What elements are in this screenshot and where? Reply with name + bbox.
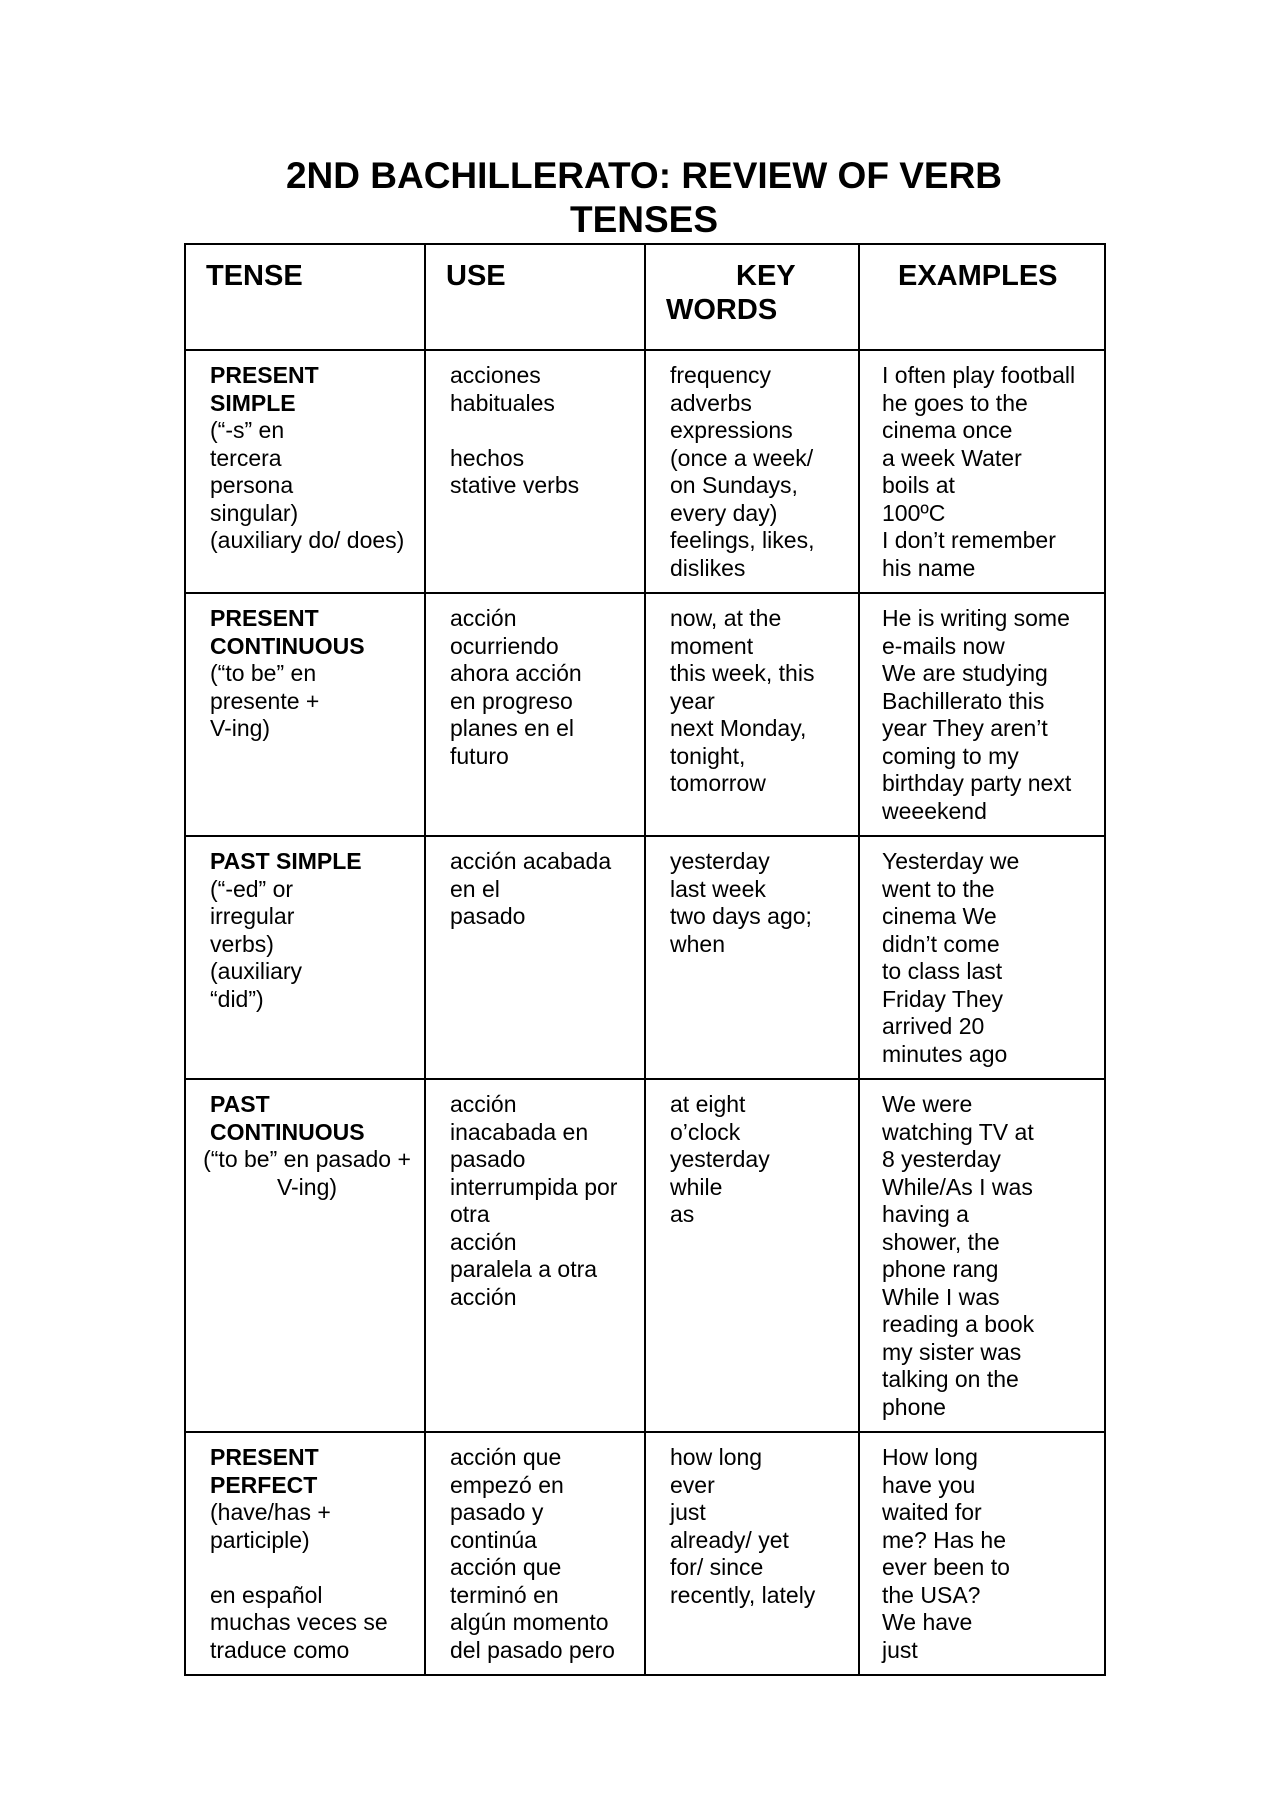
cell-line: my sister was (882, 1338, 1022, 1365)
cell-line: traduce como (210, 1636, 350, 1663)
examples-cell (859, 593, 1105, 836)
header-tense: TENSE (185, 244, 425, 350)
cell-line: now, at the (670, 605, 782, 631)
cell-line: shower, the (882, 1228, 1000, 1255)
cell-line: paralela a otra (450, 1256, 598, 1282)
cell-line: tercera (210, 444, 282, 471)
cell-line: phone rang (882, 1256, 999, 1282)
cell-line: (“to be” en (210, 660, 317, 686)
cell-line: ever (670, 1471, 715, 1498)
cell-line: while (670, 1173, 723, 1200)
page-title (184, 154, 1104, 242)
cell-line: otra (450, 1201, 490, 1227)
cell-line: cinema We (882, 903, 997, 929)
cell-line: yesterday (670, 848, 770, 874)
cell-line: just (670, 1499, 706, 1525)
cell-line: ocurriendo (450, 632, 559, 659)
cell-line: dislikes (670, 554, 746, 581)
cell-line: on Sundays, (670, 472, 798, 498)
cell-line: I don’t remember (882, 527, 1056, 553)
cell-line: PAST SIMPLE (210, 848, 362, 874)
cell-line: How long (882, 1444, 978, 1470)
cell-line: He is writing some (882, 605, 1070, 631)
cell-line: he goes to the (882, 389, 1028, 416)
cell-line: SIMPLE (210, 389, 296, 416)
cell-line: have you (882, 1471, 976, 1498)
cell-line: feelings, likes, (670, 527, 815, 553)
key-words-cell (645, 1432, 859, 1675)
key-words-cell (645, 1079, 859, 1432)
cell-line: for/ since (670, 1554, 764, 1580)
cell-line: every day) (670, 499, 778, 526)
cell-line: inacabada en (450, 1118, 589, 1145)
cell-line: While/As I was (882, 1173, 1033, 1200)
cell-line: next Monday, (670, 715, 807, 741)
cell-line: already/ yet (670, 1526, 789, 1553)
cell-line: PRESENT (210, 605, 319, 631)
cell-line: en progreso (450, 687, 573, 714)
cell-line: Friday They (882, 985, 1004, 1012)
cell-line: as (670, 1201, 695, 1227)
table-header-row (185, 244, 1105, 350)
cell-line: interrumpida por (450, 1173, 618, 1200)
cell-line: V-ing) (276, 1173, 338, 1200)
cell-line: pasado (450, 1146, 526, 1172)
cell-line: (“-ed” or (210, 875, 294, 902)
cell-line: acción acabada (450, 848, 612, 874)
cell-line: waited for (882, 1499, 982, 1525)
cell-line: singular) (210, 499, 299, 526)
cell-line: tomorrow (670, 770, 766, 796)
examples-cell (859, 1432, 1105, 1675)
cell-line: (“to be” en pasado + (203, 1146, 411, 1172)
cell-line: this week, this (670, 660, 815, 686)
page-title-line-2: TENSES (569, 199, 719, 240)
use-cell (425, 1432, 645, 1675)
tense-cell (185, 593, 425, 836)
cell-line: We are studying (882, 660, 1048, 686)
cell-line (210, 1554, 418, 1582)
cell-line: moment (670, 632, 754, 659)
tense-cell (185, 350, 425, 593)
table-row (185, 1079, 1105, 1432)
cell-line: hechos (450, 444, 525, 471)
cell-line: en español (210, 1581, 323, 1608)
cell-line: to class last (882, 958, 1003, 984)
verb-tenses-table (184, 243, 1106, 1676)
cell-line: I often play football (882, 362, 1076, 388)
cell-line: acción (450, 1228, 517, 1255)
cell-line: Bachillerato this (882, 687, 1045, 714)
cell-line: acción (450, 1091, 517, 1117)
cell-line: (once a week/ (670, 444, 814, 471)
cell-line: habituales (450, 389, 555, 416)
cell-line: year (670, 687, 715, 714)
examples-cell (859, 836, 1105, 1079)
cell-line: del pasado pero (450, 1636, 615, 1663)
cell-line: irregular (210, 903, 295, 929)
cell-line: e-mails now (882, 632, 1005, 659)
cell-line: ever been to (882, 1554, 1010, 1580)
key-words-cell (645, 593, 859, 836)
cell-line: terminó en (450, 1581, 559, 1608)
tense-cell (185, 1079, 425, 1432)
cell-line: recently, lately (670, 1581, 816, 1608)
cell-line: (auxiliary (210, 958, 303, 984)
cell-line: coming to my (882, 742, 1019, 769)
cell-line: empezó en (450, 1471, 564, 1498)
cell-line: continúa (450, 1526, 537, 1553)
cell-line: pasado (450, 903, 526, 929)
cell-line: weeekend (882, 797, 987, 824)
cell-line: birthday party next (882, 770, 1072, 796)
cell-line: 100ºC (882, 499, 946, 526)
cell-line: While I was (882, 1283, 1000, 1310)
cell-line: ahora acción (450, 660, 582, 686)
cell-line: stative verbs (450, 472, 580, 498)
cell-line: adverbs (670, 389, 752, 416)
cell-line: futuro (450, 742, 509, 769)
cell-line: didn’t come (882, 930, 1000, 957)
cell-line: when (670, 930, 725, 957)
header-key-words-line-1: KEY (736, 260, 796, 292)
table-row (185, 350, 1105, 593)
cell-line (450, 417, 638, 445)
cell-line: talking on the (882, 1366, 1019, 1392)
cell-line: year They aren’t (882, 715, 1048, 741)
cell-line: boils at (882, 472, 955, 498)
cell-line: CONTINUOUS (210, 632, 365, 659)
cell-line: arrived 20 (882, 1013, 985, 1039)
cell-line: yesterday (670, 1146, 770, 1172)
header-use: USE (425, 244, 645, 350)
cell-line: “did”) (210, 985, 264, 1012)
cell-line: minutes ago (882, 1040, 1008, 1067)
page-title-line-1: 2ND BACHILLERATO: REVIEW OF VERB (285, 155, 1003, 196)
cell-line: a week Water (882, 444, 1022, 471)
cell-line: PERFECT (210, 1471, 318, 1498)
cell-line: presente + (210, 687, 320, 714)
use-cell (425, 350, 645, 593)
use-cell (425, 1079, 645, 1432)
cell-line: Yesterday we (882, 848, 1020, 874)
cell-line: PRESENT (210, 1444, 319, 1470)
cell-line: pasado y (450, 1499, 544, 1525)
cell-line: frequency (670, 362, 772, 388)
cell-line: acciones (450, 362, 541, 388)
header-key-words-line-2: WORDS (666, 294, 778, 326)
header-examples: EXAMPLES (859, 244, 1105, 350)
cell-line: me? Has he (882, 1526, 1007, 1553)
cell-line: reading a book (882, 1311, 1035, 1337)
table-row (185, 836, 1105, 1079)
tense-cell (185, 1432, 425, 1675)
tense-cell (185, 836, 425, 1079)
cell-line: watching TV at (882, 1118, 1034, 1145)
cell-line: verbs) (210, 930, 274, 957)
cell-line: expressions (670, 417, 793, 443)
cell-line: PAST (210, 1091, 270, 1117)
key-words-cell (645, 836, 859, 1079)
cell-line: just (882, 1636, 918, 1663)
header-key-words (645, 244, 859, 350)
cell-line: We have (882, 1609, 973, 1635)
cell-line: 8 yesterday (882, 1146, 1001, 1172)
cell-line: algún momento (450, 1609, 609, 1635)
cell-line: his name (882, 554, 976, 581)
cell-line: acción que (450, 1554, 562, 1580)
table-row (185, 593, 1105, 836)
cell-line: cinema once (882, 417, 1013, 443)
cell-line: persona (210, 472, 294, 498)
cell-line: en el (450, 875, 500, 902)
cell-line: how long (670, 1444, 763, 1470)
cell-line: muchas veces se (210, 1609, 388, 1635)
cell-line: went to the (882, 875, 995, 902)
cell-line: phone (882, 1393, 946, 1420)
cell-line: (“-s” en (210, 417, 285, 443)
table-body (185, 350, 1105, 1675)
table-row (185, 1432, 1105, 1675)
cell-line: the USA? (882, 1581, 981, 1608)
examples-cell (859, 1079, 1105, 1432)
cell-line: (have/has + (210, 1499, 331, 1525)
cell-line: V-ing) (210, 715, 271, 741)
key-words-cell (645, 350, 859, 593)
use-cell (425, 836, 645, 1079)
cell-line: last week (670, 875, 766, 902)
cell-line: tonight, (670, 742, 746, 769)
cell-line: We were (882, 1091, 973, 1117)
cell-line: acción que (450, 1444, 562, 1470)
cell-line: participle) (210, 1526, 310, 1553)
cell-line: planes en el (450, 715, 575, 741)
cell-line: o’clock (670, 1118, 741, 1145)
cell-line: (auxiliary do/ does) (210, 527, 405, 553)
cell-line: two days ago; (670, 903, 812, 929)
cell-line: acción (450, 1283, 517, 1310)
cell-line: at eight (670, 1091, 746, 1117)
cell-line: PRESENT (210, 362, 319, 388)
use-cell (425, 593, 645, 836)
cell-line: having a (882, 1201, 969, 1227)
cell-line: CONTINUOUS (210, 1118, 365, 1145)
cell-line: acción (450, 605, 517, 631)
examples-cell (859, 350, 1105, 593)
